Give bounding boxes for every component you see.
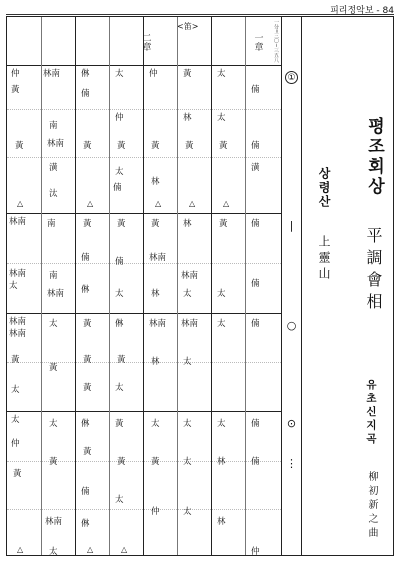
note: 太 [115, 495, 124, 505]
note: 㑲 [251, 219, 260, 229]
score-header [7, 17, 281, 66]
note: 黃 [11, 85, 20, 95]
note: 太 [183, 289, 192, 299]
note: 太 [11, 385, 20, 395]
note: 黃 [151, 219, 160, 229]
gak-number: ⊙ [286, 417, 297, 430]
note: 太 [11, 415, 20, 425]
note: 南 [47, 219, 56, 229]
subdivision [7, 109, 281, 110]
note: 㑲 [81, 253, 90, 263]
note: 㑲 [81, 89, 90, 99]
note: 太 [183, 357, 192, 367]
note: 黃 [151, 141, 160, 151]
note: 㑣 [81, 69, 90, 79]
subdivision [7, 263, 281, 264]
score-grid [6, 16, 282, 556]
note: 林 [183, 219, 192, 229]
note: 仲 [115, 113, 124, 123]
note: 黃 [117, 219, 126, 229]
note: 㑲 [251, 141, 260, 151]
note: 㑲 [251, 457, 260, 467]
note: 林南 [9, 217, 27, 227]
composer-korean: 유초신지곡 [365, 379, 377, 447]
dots-mark: ⋮ [286, 457, 297, 470]
note: 㑲 [251, 319, 260, 329]
note: 黃 [83, 141, 92, 151]
note: 林南 [45, 517, 63, 527]
note: 仲 [11, 439, 20, 449]
note: 黃 [13, 469, 22, 479]
note: 黃 [11, 355, 20, 365]
gak-line-1 [7, 213, 281, 214]
note: 㑣 [81, 285, 90, 295]
note: 太 [115, 69, 124, 79]
note: 林 [151, 289, 160, 299]
note: 林 [217, 517, 226, 527]
column-line [245, 17, 246, 555]
note: 黃 [83, 355, 92, 365]
note: 黃 [117, 355, 126, 365]
note: 黃 [83, 447, 92, 457]
note: 林南 [181, 319, 199, 329]
rest-mark: △ [87, 199, 94, 208]
note: 林南 [9, 317, 27, 327]
note: 黃 [219, 141, 228, 151]
note: 林南 [47, 289, 65, 299]
note: 黃 [185, 141, 194, 151]
note: 黃 [219, 219, 228, 229]
note: 仲 [149, 69, 158, 79]
note: 林 [217, 457, 226, 467]
note: 太 [217, 289, 226, 299]
jang-1-label: 一章 [254, 34, 264, 53]
rest-mark: △ [223, 199, 230, 208]
gak-number: | [289, 219, 294, 232]
note: 㑣 [81, 419, 90, 429]
note: 太 [49, 547, 58, 557]
rest-mark: △ [189, 199, 196, 208]
column-line [109, 17, 110, 555]
piece-title-hanja: 上靈山 [317, 235, 331, 283]
note: 潢 [251, 163, 260, 173]
note: 南 [49, 271, 58, 281]
column-line [41, 17, 42, 555]
note: 太 [183, 419, 192, 429]
note: 太 [49, 419, 58, 429]
subdivision [7, 509, 281, 510]
column-line [177, 17, 178, 555]
jang-2-label: 二章 [142, 34, 152, 53]
note: 黃 [117, 141, 126, 151]
note: 潢 [49, 163, 58, 173]
note: 太 [217, 113, 226, 123]
note: 林南 [149, 319, 167, 329]
note: 仲 [11, 69, 20, 79]
note: 㑣 [115, 319, 124, 329]
note: 林南 [9, 269, 27, 279]
note: 黃 [115, 419, 124, 429]
note: 仲 [251, 547, 260, 557]
gak-number-column [282, 16, 302, 556]
note: 㑲 [251, 85, 260, 95]
note: 太 [217, 69, 226, 79]
rest-mark: △ [17, 545, 24, 554]
note: 黃 [117, 457, 126, 467]
note: 林 [183, 113, 192, 123]
score-sheet [6, 16, 394, 556]
title-hanja: 平調會相 [364, 227, 383, 315]
note: 㑲 [81, 487, 90, 497]
note: 太 [9, 281, 18, 291]
note: 南 [49, 121, 58, 131]
note: 林南 [181, 271, 199, 281]
note: 仲 [151, 507, 160, 517]
note: 黃 [49, 363, 58, 373]
note: 㑲 [251, 419, 260, 429]
note: 㑣 [81, 519, 90, 529]
note: 太 [49, 319, 58, 329]
composer-hanja: 柳初新之曲 [366, 471, 377, 541]
note: 黃 [151, 457, 160, 467]
note: 太 [151, 419, 160, 429]
note: 太 [183, 457, 192, 467]
rest-mark: △ [17, 199, 24, 208]
title-column [302, 16, 394, 556]
note: 太 [217, 419, 226, 429]
rest-mark: △ [87, 545, 94, 554]
column-line [211, 17, 212, 555]
column-line [75, 17, 76, 555]
note: 汰 [49, 189, 58, 199]
gak-line-2 [7, 313, 281, 314]
note: 林 [151, 177, 160, 187]
note: 黃 [15, 141, 24, 151]
note: 太 [115, 167, 124, 177]
note: 黃 [83, 383, 92, 393]
note: 黃 [83, 319, 92, 329]
note: 林南 [149, 253, 167, 263]
gak-number: ① [285, 71, 298, 84]
column-line [143, 17, 144, 555]
title-korean: 평조회상 [364, 117, 384, 197]
note: 太 [115, 289, 124, 299]
subdivision [7, 157, 281, 158]
note: 太 [217, 319, 226, 329]
rest-mark: △ [155, 199, 162, 208]
rest-mark: △ [121, 545, 128, 554]
note: 黃 [49, 457, 58, 467]
piece-title-korean: 상령산 [317, 167, 331, 209]
note: 㑲 [113, 183, 122, 193]
note: 林南 [9, 329, 27, 339]
note: 林南 [43, 69, 61, 79]
note: 㑲 [251, 279, 260, 289]
note: 林南 [47, 139, 65, 149]
note: 太 [115, 383, 124, 393]
note: 㑲 [115, 257, 124, 267]
note: 林 [151, 357, 160, 367]
instrument-mark: <笛> [177, 22, 199, 31]
note: 黃 [183, 69, 192, 79]
note: 太 [183, 507, 192, 517]
header-rule [6, 14, 394, 15]
gak-line-3 [7, 411, 281, 412]
page-label: 피리정악보 - 84 [330, 6, 394, 16]
tempo-mark: 一分=三〇~三五八 [273, 19, 279, 63]
note: 黃 [83, 219, 92, 229]
gak-number: ○ [286, 319, 297, 332]
